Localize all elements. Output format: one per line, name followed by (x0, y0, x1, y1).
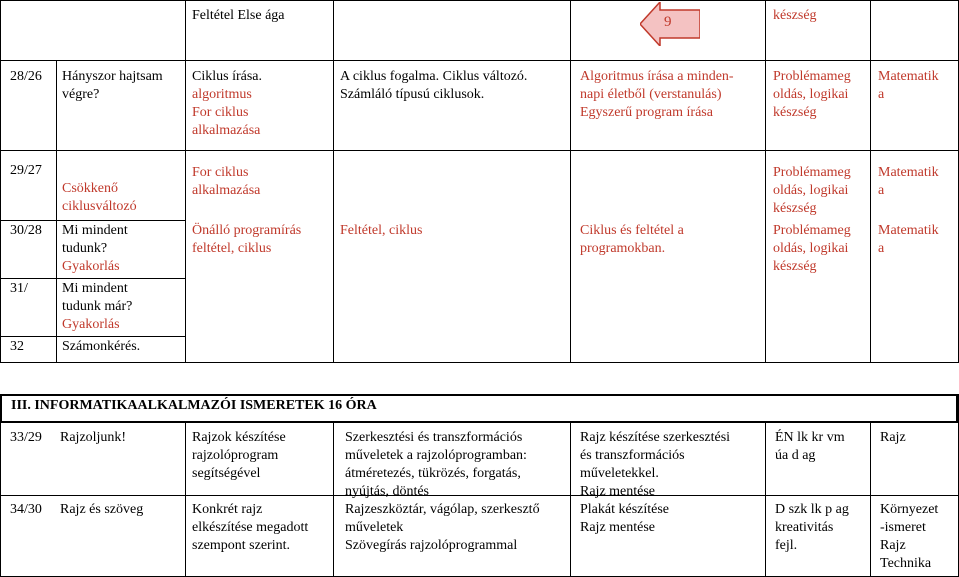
lesson-number: 32 (10, 339, 24, 354)
cell-line: programokban. (580, 241, 666, 256)
cell-line: Algoritmus írása a minden- (580, 69, 734, 84)
section-title: III. INFORMATIKAALKALMAZÓI ISMERETEK 16 ÓRA (11, 398, 377, 413)
topic-line: Hányszor hajtsam (62, 69, 163, 84)
col-divider (570, 423, 571, 577)
cell-line: a (878, 87, 885, 102)
cell-line: készség (773, 259, 817, 274)
cell-line: oldás, logikai (773, 87, 849, 102)
lesson-number: 29/27 (10, 163, 42, 178)
lesson-number: 31/ (10, 281, 28, 296)
cell-line: műveletek (345, 520, 404, 535)
topic-line: ciklusváltozó (62, 199, 137, 214)
cell-line: Szövegírás rajzolóprogrammal (345, 538, 518, 553)
cell-line: műveletekkel. (580, 466, 659, 481)
cell-line: oldás, logikai (773, 241, 849, 256)
cell-line: Egyszerű program írása (580, 105, 713, 120)
cell-line: Konkrét rajz (192, 502, 263, 517)
lesson-number: 28/26 (10, 69, 42, 84)
cell-line: D szk lk p ag (775, 502, 849, 517)
cell-line: napi életből (verstanulás) (580, 87, 722, 102)
col-divider (333, 0, 334, 362)
cell-line: készség (773, 201, 817, 216)
cell-line: algoritmus (192, 87, 252, 102)
cell-line: Problémameg (773, 165, 851, 180)
cell-line: műveletek a rajzolóprogramban: (345, 448, 527, 463)
cell-line: és transzformációs (580, 448, 685, 463)
cell-line: For ciklus (192, 165, 249, 180)
top-border (0, 0, 959, 1)
cell-text: készség (773, 8, 817, 23)
topic-line: Csökkenő (62, 181, 118, 196)
topic-line: végre? (62, 87, 100, 102)
cell-line: Rajz (880, 538, 906, 553)
cell-line: Környezet (880, 502, 939, 517)
cell-line: úa d ag (775, 448, 816, 463)
cell-line: Rajzok készítése (192, 430, 286, 445)
section-border-bottom (0, 421, 959, 423)
lesson-number: 33/29 (10, 430, 42, 445)
cell-line: Matematik (878, 223, 939, 238)
cell-line: Problémameg (773, 69, 851, 84)
cell-line: nyújtás, döntés (345, 484, 429, 499)
cell-line: a (878, 241, 885, 256)
row-divider (0, 220, 185, 221)
col-divider (870, 0, 871, 362)
topic-line: Gyakorlás (62, 317, 120, 332)
cell-line: fejl. (775, 538, 798, 553)
topic-text: Rajzoljunk! (60, 430, 127, 445)
cell-line: alkalmazása (192, 183, 261, 198)
topic-line: Mi mindent (62, 223, 128, 238)
cell-line: Rajz készítése szerkesztési (580, 430, 731, 445)
cell-line: segítségével (192, 466, 261, 481)
cell-line: Szerkesztési és transzformációs (345, 430, 523, 445)
topic-line: Gyakorlás (62, 259, 120, 274)
lesson-number: 30/28 (10, 223, 42, 238)
row-divider (0, 60, 959, 61)
col-divider (333, 423, 334, 577)
col-divider (0, 0, 1, 362)
cell-line: készség (773, 105, 817, 120)
cell-line: Rajz (880, 430, 906, 445)
cell-line: Ciklus és feltétel a (580, 223, 684, 238)
cell-line: rajzolóprogram (192, 448, 279, 463)
cell-line: átméretezés, tükrözés, forgatás, (345, 466, 521, 481)
cell-line: ÉN lk kr vm (775, 430, 845, 445)
cell-line: elkészítése megadott (192, 520, 309, 535)
col-divider (570, 0, 571, 362)
cell-line: Matematik (878, 69, 939, 84)
cell-line: feltétel, ciklus (192, 241, 272, 256)
cell-line: Technika (880, 556, 932, 571)
lesson-number: 34/30 (10, 502, 42, 517)
topic-line: Számonkérés. (62, 339, 141, 354)
cell-line: For ciklus (192, 105, 249, 120)
cell-line: alkalmazása (192, 123, 261, 138)
col-divider (765, 0, 766, 362)
row-divider (0, 336, 185, 337)
col-divider (765, 423, 766, 577)
cell-line: a (878, 183, 885, 198)
cell-line: Rajz mentése (580, 520, 656, 535)
cell-line: Problémameg (773, 223, 851, 238)
page-number: 9 (664, 14, 672, 30)
row-divider (0, 278, 185, 279)
section-border-left (0, 394, 2, 423)
cell-line: Rajz mentése (580, 484, 656, 499)
row-divider (0, 495, 959, 496)
cell-line: Plakát készítése (580, 502, 670, 517)
topic-text: Rajz és szöveg (60, 502, 144, 517)
col-divider (185, 0, 186, 362)
cell-text: Feltétel, ciklus (340, 223, 423, 238)
col-divider (185, 423, 186, 577)
topic-line: Mi mindent (62, 281, 128, 296)
section-border-top (0, 394, 959, 396)
cell-line: Önálló programírás (192, 223, 302, 238)
row-divider (0, 362, 959, 363)
col-divider (56, 60, 57, 362)
col-divider (0, 423, 1, 577)
cell-line: -ismeret (880, 520, 926, 535)
cell-line: oldás, logikai (773, 183, 849, 198)
cell-line: A ciklus fogalma. Ciklus változó. (340, 69, 528, 84)
cell-line: szempont szerint. (192, 538, 290, 553)
cell-line: Rajzeszköztár, vágólap, szerkesztő (345, 502, 540, 517)
cell-text: Feltétel Else ága (192, 8, 285, 23)
col-divider (870, 423, 871, 577)
topic-line: tudunk már? (62, 299, 133, 314)
topic-line: tudunk? (62, 241, 108, 256)
row-divider (0, 150, 959, 151)
cell-line: Matematik (878, 165, 939, 180)
cell-line: Ciklus írása. (192, 69, 262, 84)
cell-line: kreativitás (775, 520, 834, 535)
cell-line: Számláló típusú ciklusok. (340, 87, 485, 102)
